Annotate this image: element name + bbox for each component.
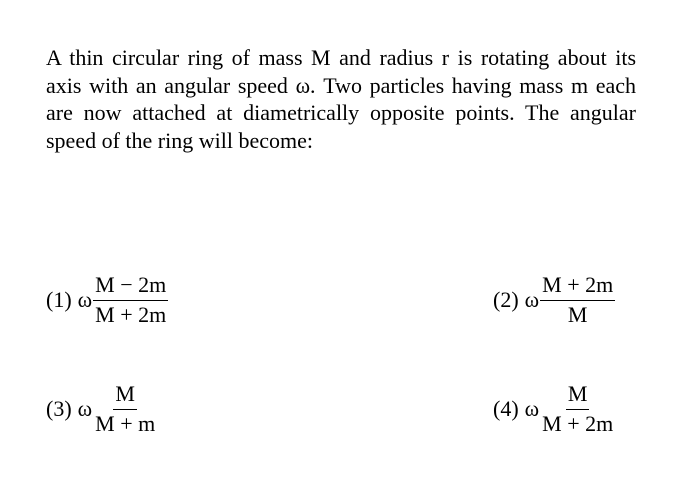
answer-option-1[interactable] [46, 273, 168, 327]
fraction-numerator: M + 2m [540, 273, 615, 301]
fraction-denominator: M [567, 302, 588, 327]
option-number: (1) [46, 287, 72, 312]
omega-symbol: ω [524, 287, 540, 312]
fraction-numerator: M [566, 382, 590, 410]
fraction-numerator: M [113, 382, 137, 410]
omega-symbol: ω [77, 396, 93, 421]
omega-symbol: ω [77, 287, 93, 312]
fraction-denominator: M + 2m [542, 411, 614, 436]
option-number: (3) [46, 396, 72, 421]
omega-symbol: ω [524, 396, 540, 421]
answer-option-3[interactable] [46, 382, 157, 436]
fraction-denominator: M + m [95, 411, 156, 436]
fraction [540, 273, 615, 327]
fraction [540, 382, 615, 436]
option-number: (2) [493, 287, 519, 312]
question-text: A thin circular ring of mass M and radius r is rotating about its axis with an angular speed ω. Two particles having mass m each are now attached at diametrically opposite points. The angular speed of the ring will become: [46, 45, 636, 153]
fraction [93, 382, 157, 436]
answer-option-4[interactable] [493, 382, 615, 436]
fraction-denominator: M + 2m [95, 302, 167, 327]
answer-option-2[interactable] [493, 273, 615, 327]
option-number: (4) [493, 396, 519, 421]
fraction [93, 273, 168, 327]
fraction-numerator: M − 2m [93, 273, 168, 301]
